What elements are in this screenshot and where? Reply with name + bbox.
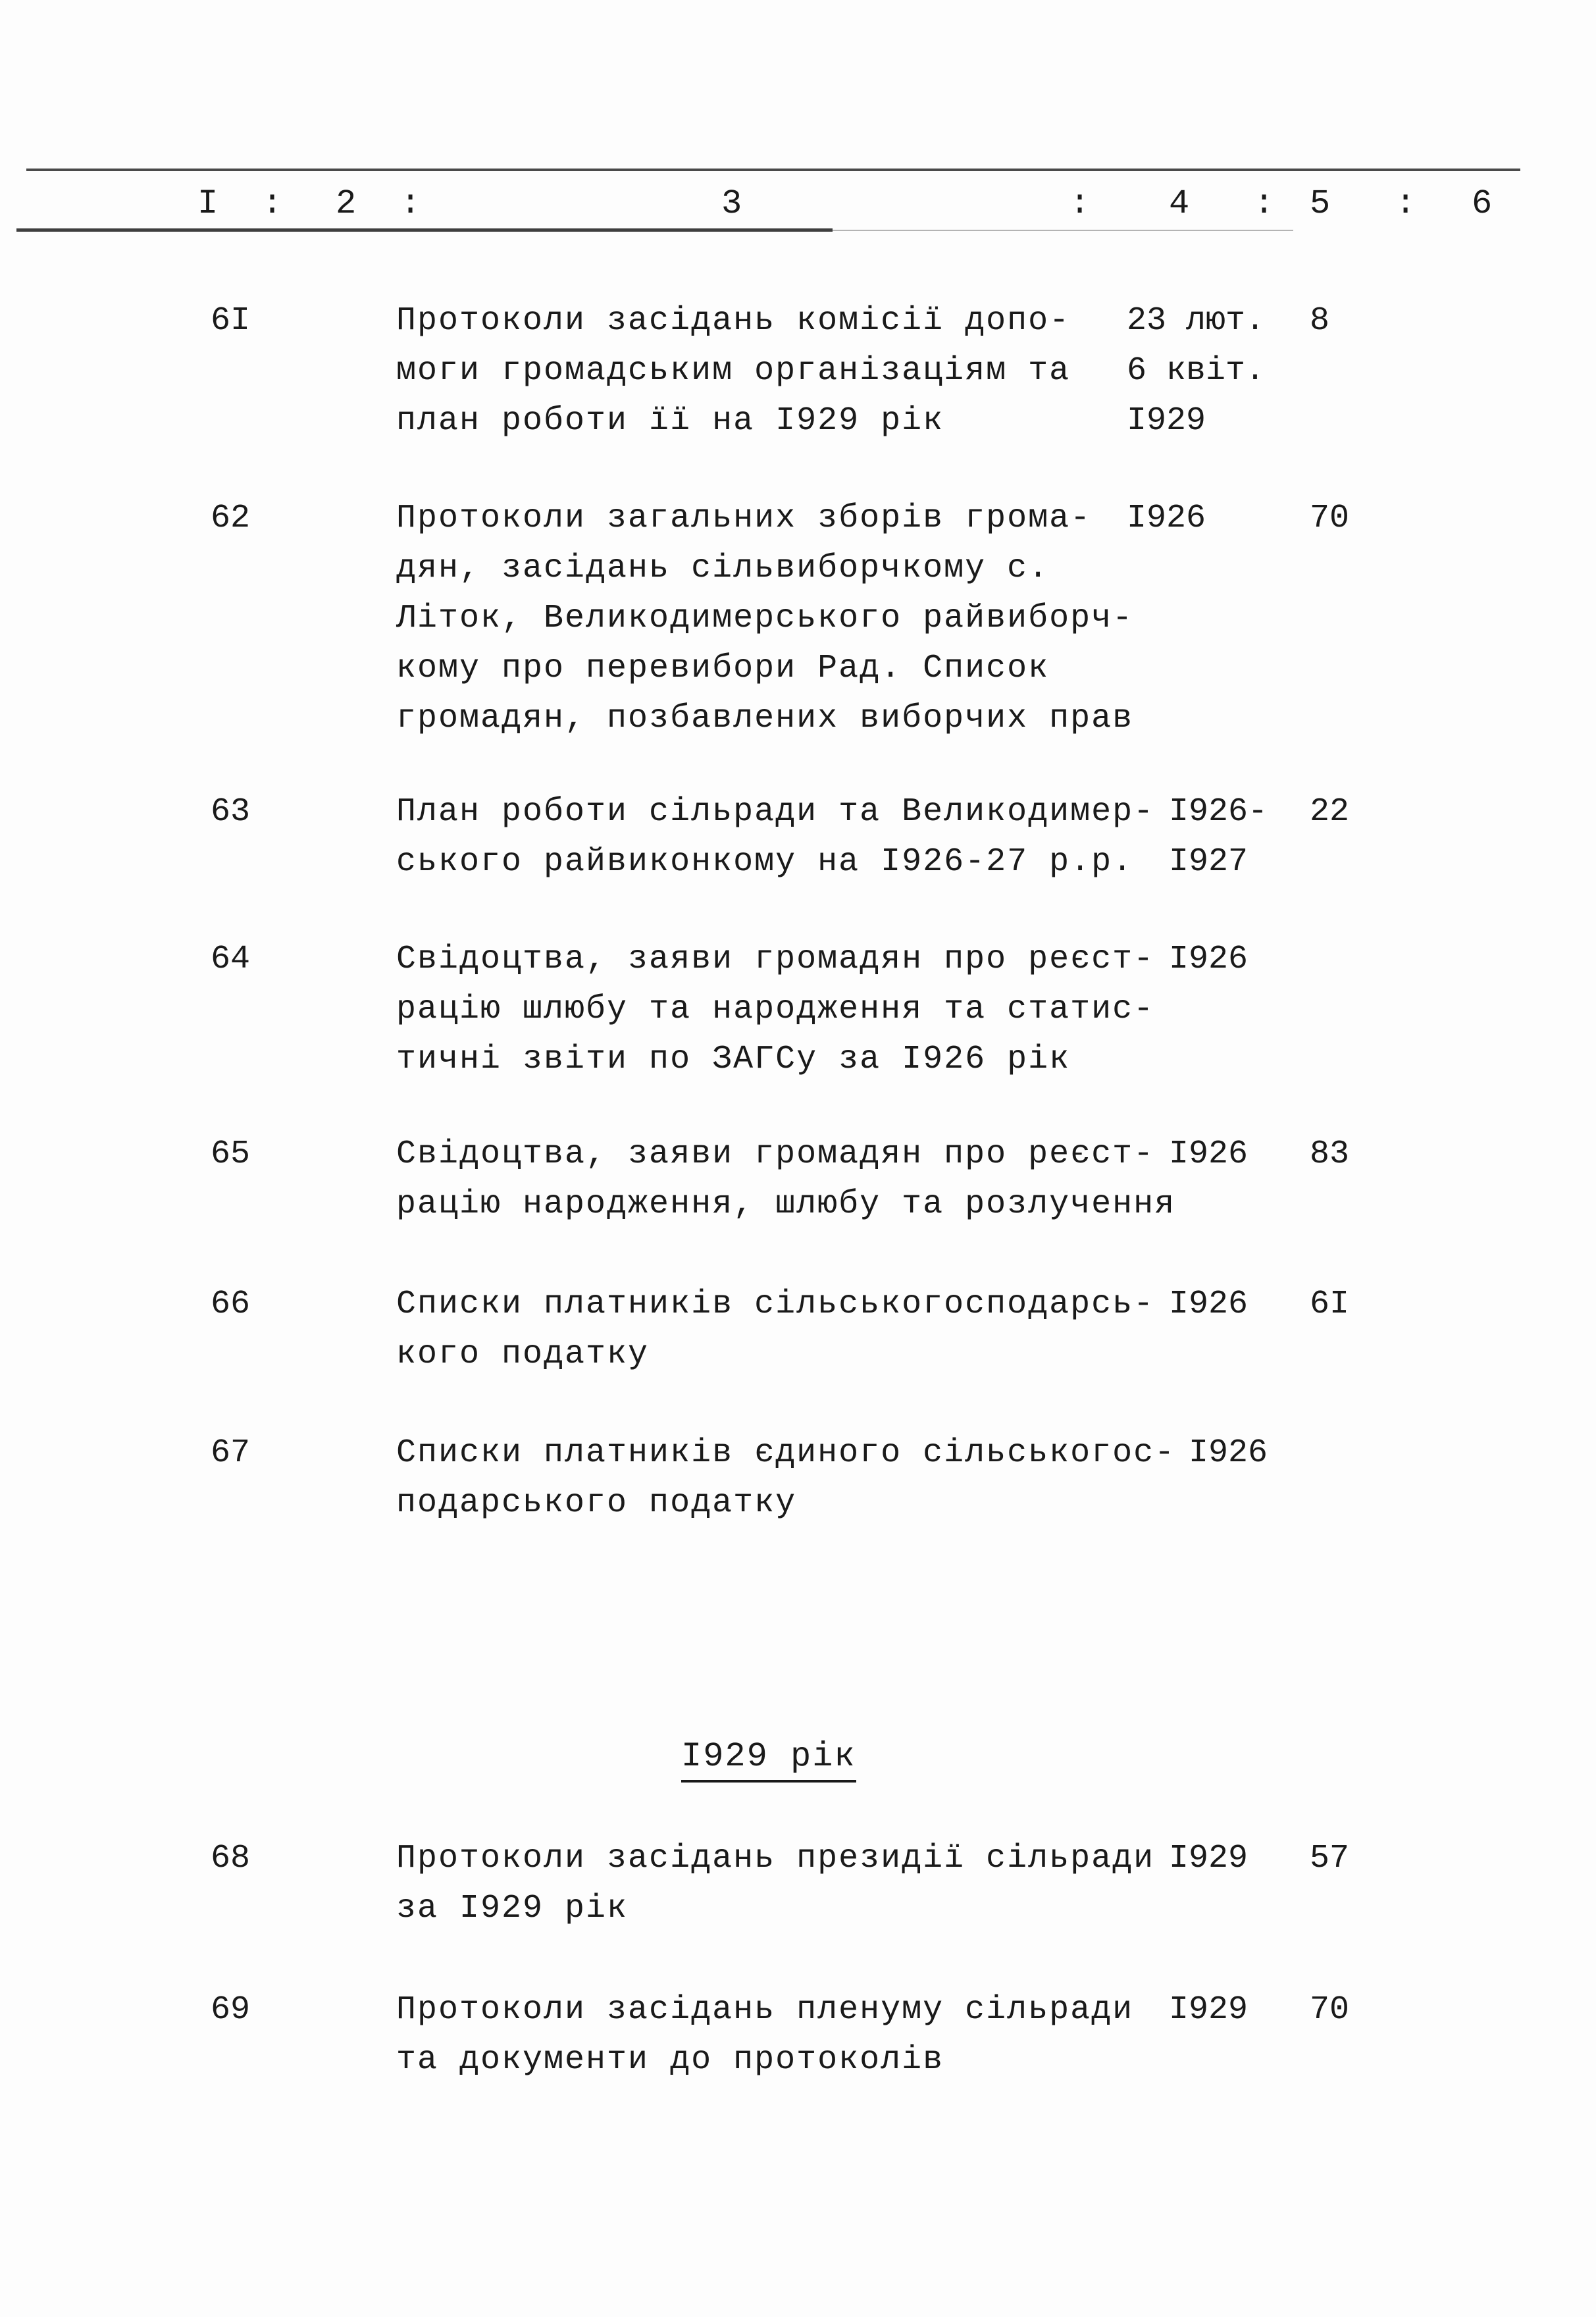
header-separator: : xyxy=(400,184,421,223)
entry-title xyxy=(396,1834,1155,1934)
entry-title xyxy=(396,1428,1176,1528)
entry-date-line: I926 xyxy=(1169,1135,1248,1173)
section-heading: I929 рік xyxy=(681,1735,856,1783)
entry-title-line: за I929 рік xyxy=(396,1890,629,1927)
entry-dates xyxy=(1169,1280,1248,1330)
entry-date-line: I926 xyxy=(1169,1286,1248,1323)
entry-title-line: рацію народження, шлюбу та розлучення xyxy=(396,1185,1176,1223)
entry-title-line: Протоколи засідань пленуму сільради xyxy=(396,1991,1134,2029)
entry-sheet-count: 70 xyxy=(1310,1991,1350,2029)
header-top-rule xyxy=(26,169,1520,171)
entry-title-line: Свідоцтва, заяви громадян про реєст- xyxy=(396,1135,1155,1173)
entry-title-line: Протоколи загальних зборів грома- xyxy=(396,500,1092,537)
entry-number: 65 xyxy=(211,1135,251,1173)
header-separator: : xyxy=(1254,184,1275,223)
entry-number: 6I xyxy=(211,302,251,340)
entry-title-line: Протоколи засідань президії сільради xyxy=(396,1840,1155,1877)
entry-title-line: та документи до протоколів xyxy=(396,2041,944,2079)
entry-title-line: тичні звіти по ЗАГСу за I926 рік xyxy=(396,1041,1071,1078)
header-separator: : xyxy=(1069,184,1091,223)
entry-title xyxy=(396,1130,1176,1230)
entry-dates xyxy=(1189,1428,1268,1478)
entry-dates xyxy=(1127,296,1265,446)
entry-title-line: ського райвиконкому на I926-27 р.р. xyxy=(396,843,1134,881)
entry-dates xyxy=(1169,935,1248,985)
entry-date-line: 23 лют. xyxy=(1127,302,1266,340)
entry-title-line: кому про перевибори Рад. Список xyxy=(396,650,1050,687)
entry-title xyxy=(396,296,1146,446)
entry-date-line: I929 xyxy=(1169,1840,1248,1877)
entry-title-line: Списки платників єдиного сільськогос- xyxy=(396,1434,1176,1472)
entry-title-line: Протоколи засідань комісії допо- xyxy=(396,302,1071,340)
entry-sheet-count: 83 xyxy=(1310,1135,1350,1173)
header-col-4: 4 xyxy=(1169,184,1190,223)
entry-title-line: Списки платників сільськогосподарсь- xyxy=(396,1286,1155,1323)
entry-title-line: моги громадським організаціям та xyxy=(396,352,1071,390)
entry-date-line: I927 xyxy=(1169,843,1248,881)
header-col-3: 3 xyxy=(721,184,742,223)
entry-date-line: I926 xyxy=(1189,1434,1268,1472)
entry-title xyxy=(396,935,1155,1085)
entry-sheet-count: 8 xyxy=(1310,302,1330,340)
header-separator: : xyxy=(1395,184,1416,223)
entry-date-line: I926- xyxy=(1169,793,1268,831)
entry-title xyxy=(396,1280,1155,1380)
entry-number: 63 xyxy=(211,793,251,831)
entry-dates xyxy=(1169,1834,1248,1884)
entry-dates xyxy=(1169,787,1268,887)
entry-number: 66 xyxy=(211,1286,251,1323)
entry-date-line: I929 xyxy=(1169,1991,1248,2029)
header-col-1: I xyxy=(197,184,219,223)
entry-title-line: План роботи сільради та Великодимер- xyxy=(396,793,1155,831)
entry-number: 69 xyxy=(211,1991,251,2029)
entry-number: 64 xyxy=(211,941,251,978)
entry-title-line: дян, засідань сільвиборчкому с. xyxy=(396,550,1050,587)
entry-sheet-count: 70 xyxy=(1310,500,1350,537)
entry-dates xyxy=(1127,494,1206,544)
entry-dates xyxy=(1169,1985,1248,2035)
entry-date-line: I926 xyxy=(1169,941,1248,978)
header-col-5: 5 xyxy=(1310,184,1331,223)
entry-date-line: I929 xyxy=(1127,402,1206,440)
header-bottom-rule xyxy=(16,228,833,232)
entry-sheet-count: 57 xyxy=(1310,1840,1350,1877)
entry-date-line: 6 квіт. xyxy=(1127,352,1266,390)
entry-number: 67 xyxy=(211,1434,251,1472)
entry-dates xyxy=(1169,1130,1248,1180)
entry-title xyxy=(396,1985,1146,2085)
header-separator: : xyxy=(262,184,283,223)
entry-date-line: I926 xyxy=(1127,500,1206,537)
entry-title xyxy=(396,787,1155,887)
header-col-2: 2 xyxy=(336,184,357,223)
entry-title-line: рацію шлюбу та народження та статис- xyxy=(396,991,1155,1028)
entry-sheet-count: 22 xyxy=(1310,793,1350,831)
entry-title-line: Літок, Великодимерського райвиборч- xyxy=(396,600,1134,637)
entry-title-line: план роботи її на I929 рік xyxy=(396,402,944,440)
entry-title-line: Свідоцтва, заяви громадян про реєст- xyxy=(396,941,1155,978)
entry-title-line: громадян, позбавлених виборчих прав xyxy=(396,700,1134,737)
entry-sheet-count: 6I xyxy=(1310,1286,1350,1323)
entry-number: 68 xyxy=(211,1840,251,1877)
header-bottom-rule-faint xyxy=(833,230,1293,231)
entry-title-line: кого податку xyxy=(396,1336,650,1373)
entry-title-line: подарського податку xyxy=(396,1484,797,1522)
entry-title xyxy=(396,494,1146,744)
entry-number: 62 xyxy=(211,500,251,537)
header-col-6: 6 xyxy=(1472,184,1493,223)
